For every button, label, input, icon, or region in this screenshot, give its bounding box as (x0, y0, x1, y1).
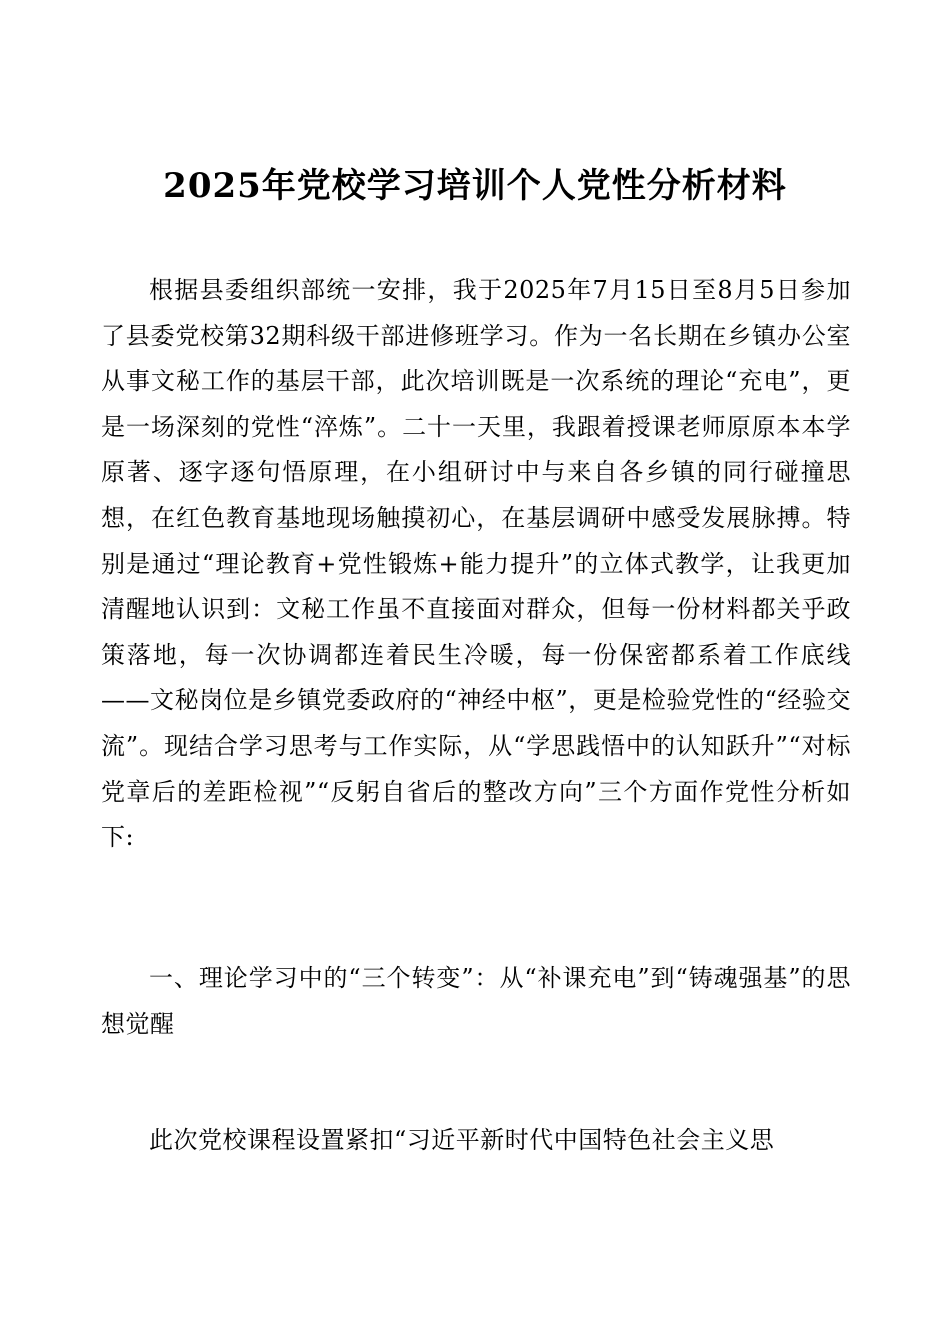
document-title: 2025年党校学习培训个人党性分析材料 (163, 166, 787, 206)
section-heading-1: 一、理论学习中的“三个转变”：从“补课充电”到“铸魂强基”的思想觉醒 (101, 964, 851, 1038)
intro-paragraph: 根据县委组织部统一安排，我于2025年7月15日至8月5日参加了县委党校第32期科级干部进修班学习。作为一名长期在乡镇办公室从事文秘工作的基层干部，此次培训既是一次系统的理论“充电”，更是一场深刻的党性“淬炼”。二十一天里，我跟着授课老师原原本本学原著、逐字逐句悟原理，在小组研讨中与来自各乡镇的同行碰撞思想，在红色教育基地现场触摸初心，在基层调研中感受发展脉搏。特别是通过“理论教育+党性锻炼+能力提升”的立体式教学，让我更加清醒地认识到：文秘工作虽不直接面对群众，但每一份材料都关乎政策落地，每一次协调都连着民生冷暖，每一份保密都系着工作底线——文秘岗位是乡镇党委政府的“神经中枢”，更是检验党性的“经验交流”。现结合学习思考与工作实际，从“学思践悟中的认知跃升”“对标党章后的差距检视”“反躬自省后的整改方向”三个方面作党性分析如下: (101, 276, 851, 852)
body-paragraph: 此次党校课程设置紧扣“习近平新时代中国特色社会主义思 (149, 1126, 775, 1154)
